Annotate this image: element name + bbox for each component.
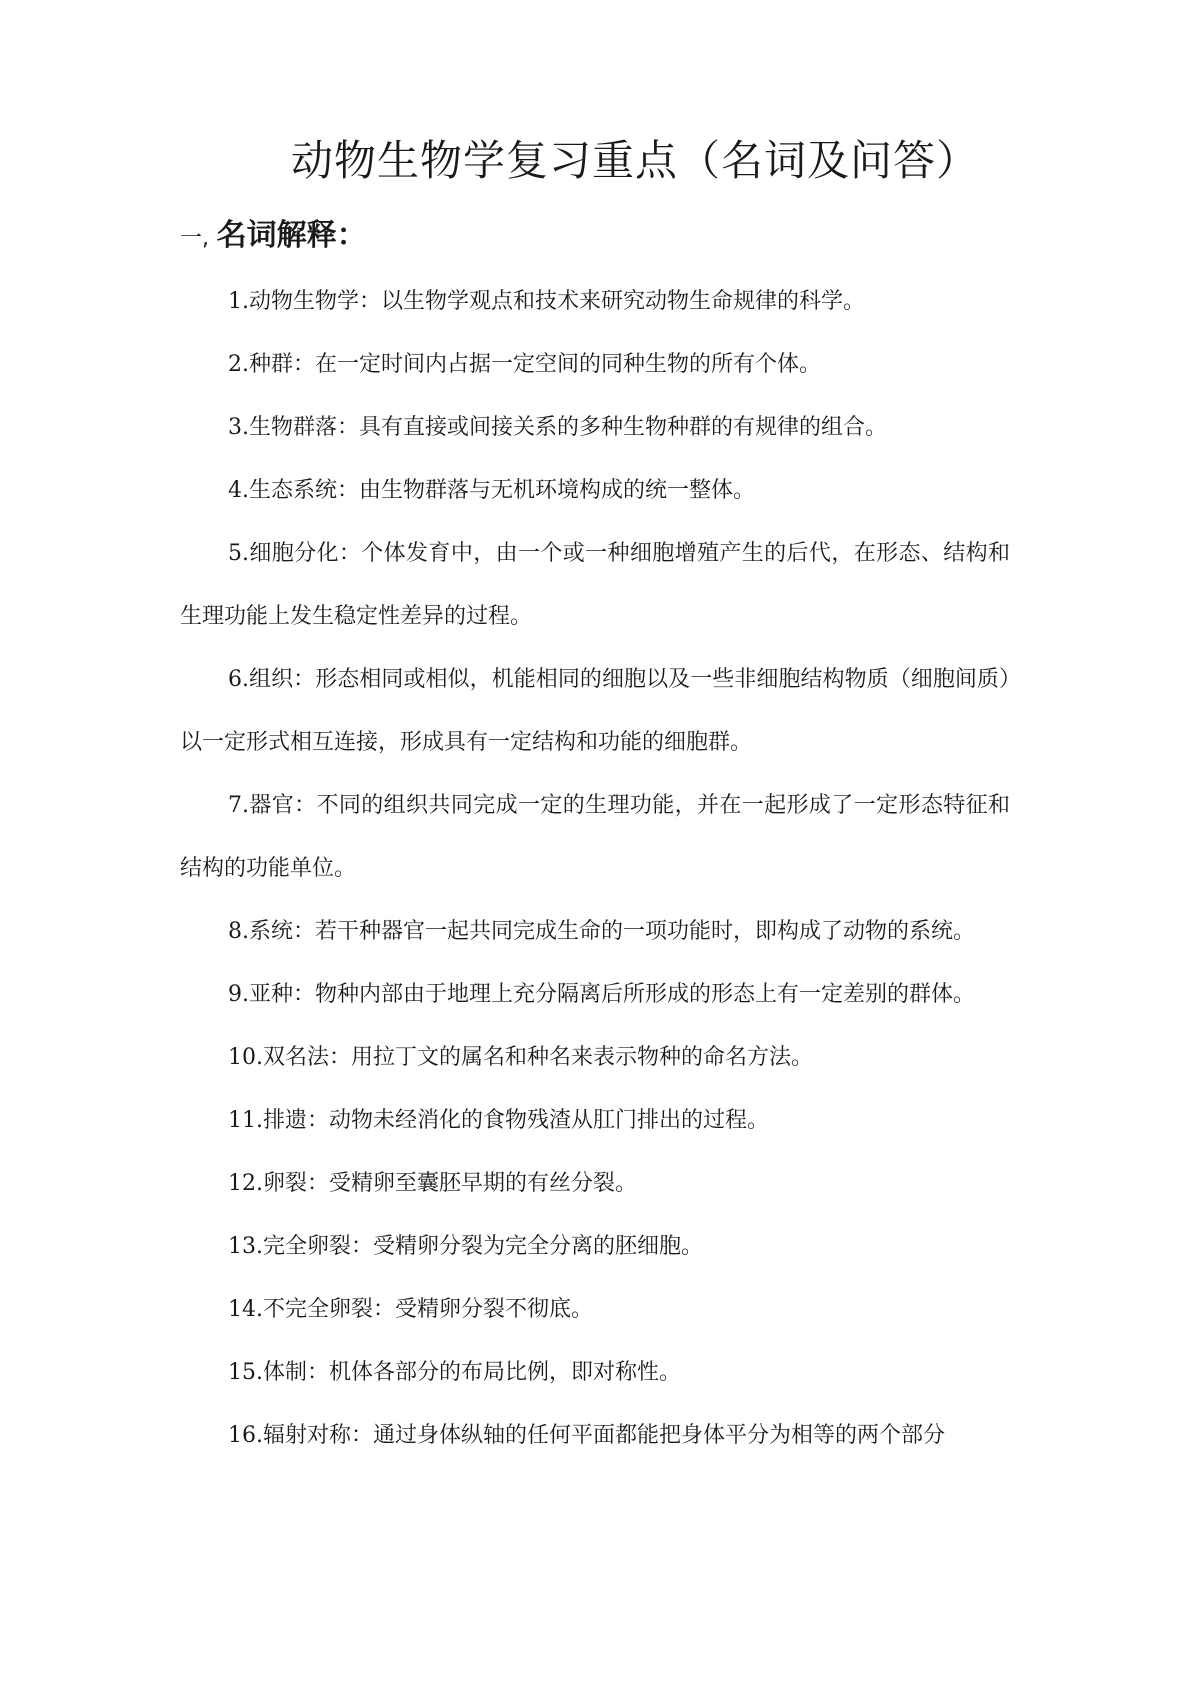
term-item: 12.卵裂：受精卵至囊胚早期的有丝分裂。 xyxy=(228,1171,637,1196)
term-item: 13.完全卵裂：受精卵分裂为完全分离的胚细胞。 xyxy=(228,1234,703,1259)
term-item: 14.不完全卵裂：受精卵分裂不彻底。 xyxy=(228,1297,593,1322)
term-item: 4.生态系统：由生物群落与无机环境构成的统一整体。 xyxy=(228,478,755,503)
term-item: 1.动物生物学：以生物学观点和技术来研究动物生命规律的科学。 xyxy=(228,289,865,314)
term-item: 9.亚种：物种内部由于地理上充分隔离后所形成的形态上有一定差别的群体。 xyxy=(228,982,975,1007)
term-item: 6.组织：形态相同或相似，机能相同的细胞以及一些非细胞结构物质（细胞间质）以一定形式相互连接，形成具有一定结构和功能的细胞群。 xyxy=(180,667,1010,755)
section-title: 名词解释： xyxy=(216,218,367,253)
section-heading xyxy=(180,210,367,254)
term-item: 11.排遗：动物未经消化的食物残渣从肛门排出的过程。 xyxy=(228,1108,769,1133)
term-item: 15.体制：机体各部分的布局比例，即对称性。 xyxy=(228,1360,681,1385)
term-item: 5.细胞分化：个体发育中，由一个或一种细胞增殖产生的后代，在形态、结构和生理功能上发生稳定性差异的过程。 xyxy=(180,541,1010,629)
term-item: 7.器官：不同的组织共同完成一定的生理功能，并在一起形成了一定形态特征和结构的功能单位。 xyxy=(180,793,1010,881)
term-item: 16.辐射对称：通过身体纵轴的任何平面都能把身体平分为相等的两个部分 xyxy=(228,1423,945,1448)
term-item: 10.双名法：用拉丁文的属名和种名来表示物种的命名方法。 xyxy=(228,1045,813,1070)
document-title: 动物生物学复习重点（名词及问答） xyxy=(290,136,979,185)
term-item: 8.系统：若干种器官一起共同完成生命的一项功能时，即构成了动物的系统。 xyxy=(228,919,975,944)
term-list xyxy=(180,270,1010,1467)
term-item: 2.种群：在一定时间内占据一定空间的同种生物的所有个体。 xyxy=(228,352,821,377)
term-item: 3.生物群落：具有直接或间接关系的多种生物种群的有规律的组合。 xyxy=(228,415,887,440)
section-number: 一, xyxy=(180,226,209,251)
